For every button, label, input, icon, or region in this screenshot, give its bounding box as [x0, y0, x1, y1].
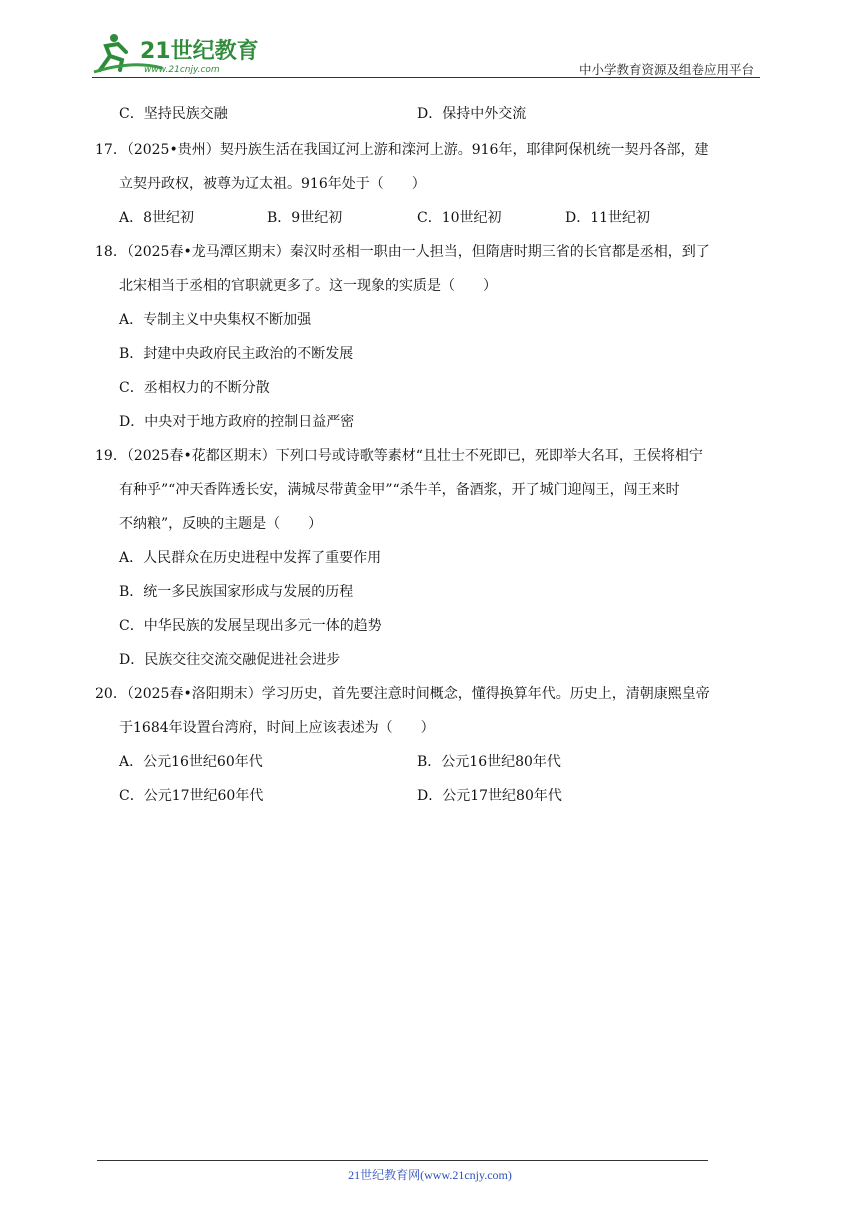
- question-text: 北宋相当于丞相的官职就更多了。这一现象的实质是（ ）: [119, 278, 497, 294]
- footer-text: 21世纪教育网(www.21cnjy.com): [348, 1168, 512, 1182]
- q16-option-c: C．坚持民族交融: [119, 106, 228, 122]
- q18-option-a: A．专制主义中央集权不断加强: [119, 312, 312, 328]
- q19-option-a: A．人民群众在历史进程中发挥了重要作用: [119, 550, 382, 566]
- question-text: 秦汉时丞相一职由一人担当，但隋唐时期三省的长官都是丞相，到了: [289, 244, 710, 260]
- question-text: 学习历史，首先要注意时间概念，懂得换算年代。历史上，清朝康熙皇帝: [261, 686, 710, 702]
- q20-option-c: C．公元17世纪60年代: [119, 788, 264, 804]
- logo-url-text: www.21cnjy.com: [144, 65, 220, 75]
- question-text: 立契丹政权，被尊为辽太祖。916年处于（ ）: [119, 176, 426, 192]
- q20-option-b: B．公元16世纪80年代: [417, 754, 561, 770]
- page-header: [92, 30, 760, 78]
- q17-option-d: D．11世纪初: [565, 210, 651, 226]
- logo-text: 21世纪教育: [140, 39, 259, 64]
- q17-option-b: B．9世纪初: [267, 210, 343, 226]
- platform-name: 中小学教育资源及组卷应用平台: [578, 62, 754, 77]
- question-text: 契丹族生活在我国辽河上游和滦河上游。916年，耶律阿保机统一契丹各部，建: [219, 142, 709, 158]
- q20-option-d: D．公元17世纪80年代: [417, 788, 562, 804]
- q20-option-a: A．公元16世纪60年代: [119, 754, 263, 770]
- q18-option-b: B．封建中央政府民主政治的不断发展: [119, 346, 354, 362]
- question-text: 不纳粮”，反映的主题是（ ）: [119, 516, 323, 532]
- q19-option-b: B．统一多民族国家形成与发展的历程: [119, 584, 354, 600]
- question-source: （2025春•洛阳期末）: [126, 686, 262, 702]
- question-source: （2025•贵州）: [126, 142, 220, 158]
- q16-option-d: D．保持中外交流: [417, 106, 527, 122]
- q17-option-c: C．10世纪初: [417, 210, 502, 226]
- footer-divider: [97, 1160, 708, 1161]
- q19-option-c: C．中华民族的发展呈现出多元一体的趋势: [119, 618, 382, 634]
- question-text: 下列口号或诗歌等素材“且壮士不死即已，死即举大名耳，王侯将相宁: [275, 448, 703, 464]
- question-number: 19．: [95, 448, 127, 464]
- q17-option-a: A．8世纪初: [119, 210, 195, 226]
- q18-option-c: C．丞相权力的不断分散: [119, 380, 270, 396]
- question-number: 17．: [95, 142, 127, 158]
- question-text: 于1684年设置台湾府，时间上应该表述为（ ）: [119, 720, 435, 736]
- question-number: 18．: [95, 244, 127, 260]
- question-number: 20．: [95, 686, 127, 702]
- question-source: （2025春•龙马潭区期末）: [126, 244, 290, 260]
- header-divider: [92, 77, 760, 78]
- q19-option-d: D．民族交往交流交融促进社会进步: [119, 652, 341, 668]
- question-source: （2025春•花都区期末）: [126, 448, 276, 464]
- 21cnjy-logo-icon: [92, 30, 262, 76]
- q18-option-d: D．中央对于地方政府的控制日益严密: [119, 414, 355, 430]
- question-text: 有种乎”“冲天香阵透长安，满城尽带黄金甲”“杀牛羊，备酒浆，开了城门迎闯王，闯王来时: [119, 482, 680, 498]
